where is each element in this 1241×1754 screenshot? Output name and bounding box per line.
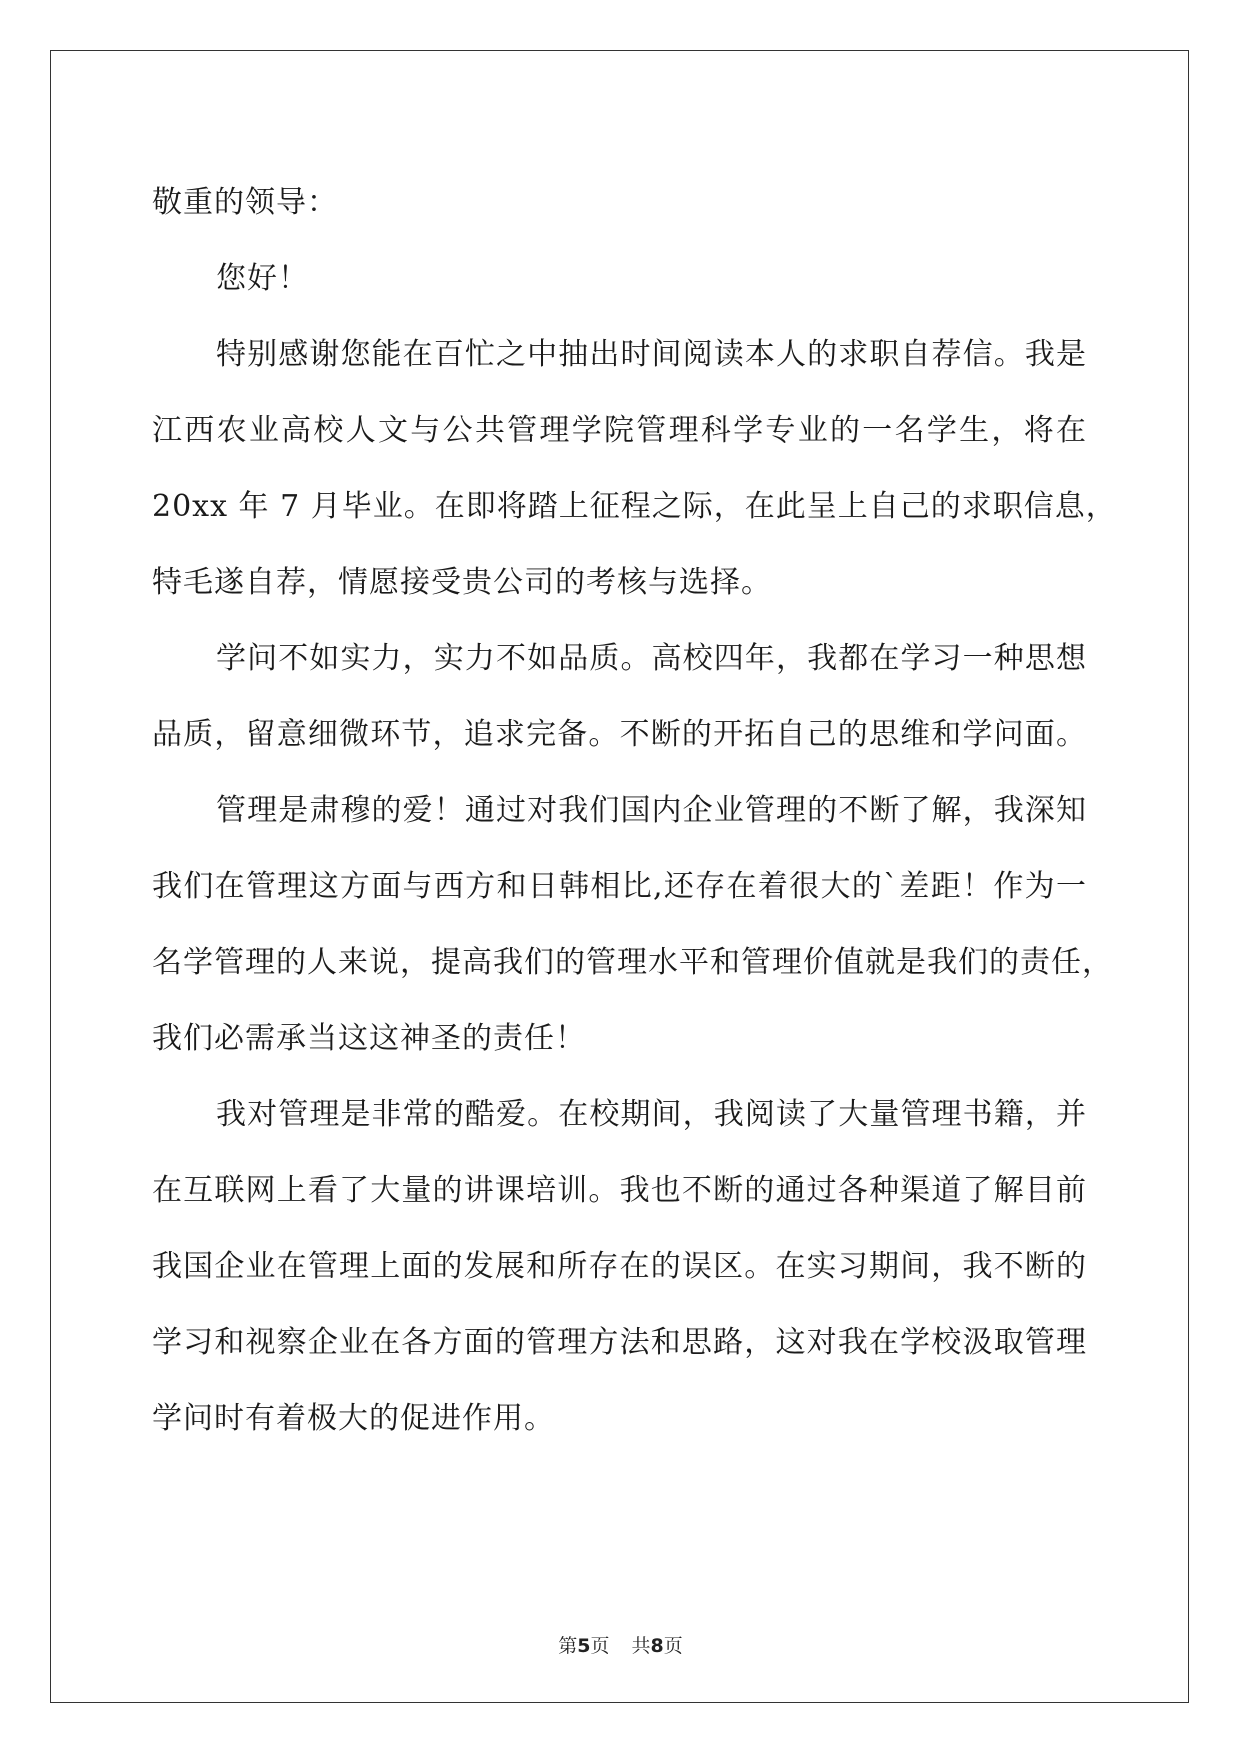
text-line: 学问时有着极大的促进作用。 bbox=[152, 1401, 555, 1436]
text-line: 管理是肃穆的爱！通过对我们国内企业管理的不断了解，我深知 bbox=[216, 793, 1087, 828]
text-line: 我们在管理这方面与西方和日韩相比,还存在着很大的`差距！作为一 bbox=[152, 869, 1087, 904]
text-line: 学习和视察企业在各方面的管理方法和思路，这对我在学校汲取管理 bbox=[152, 1325, 1087, 1360]
text-line: 品质，留意细微环节，追求完备。不断的开拓自己的思维和学问面。 bbox=[152, 717, 1087, 752]
page-suffix: 页 bbox=[590, 1635, 610, 1657]
total-suffix: 页 bbox=[663, 1635, 683, 1657]
current-page-number: 5 bbox=[577, 1635, 591, 1657]
text-line: 学问不如实力，实力不如品质。高校四年，我都在学习一种思想 bbox=[216, 641, 1087, 676]
text-line: 20xx 年 7 月毕业。在即将踏上征程之际，在此呈上自己的求职信息， bbox=[152, 489, 1117, 524]
text-line: 我国企业在管理上面的发展和所存在的误区。在实习期间，我不断的 bbox=[152, 1249, 1087, 1284]
text-line: 在互联网上看了大量的讲课培训。我也不断的通过各种渠道了解目前 bbox=[152, 1173, 1087, 1208]
text-line: 您好！ bbox=[216, 261, 309, 296]
total-page-number: 8 bbox=[650, 1635, 664, 1657]
text-line: 特别感谢您能在百忙之中抽出时间阅读本人的求职自荐信。我是 bbox=[216, 337, 1087, 372]
page-footer bbox=[0, 1631, 1241, 1658]
page-prefix: 第 bbox=[558, 1635, 578, 1657]
text-line: 我对管理是非常的酷爱。在校期间，我阅读了大量管理书籍，并 bbox=[216, 1097, 1087, 1132]
text-line: 名学管理的人来说，提高我们的管理水平和管理价值就是我们的责任， bbox=[152, 945, 1113, 980]
letter-body bbox=[152, 165, 1117, 1457]
text-line: 特毛遂自荐，情愿接受贵公司的考核与选择。 bbox=[152, 565, 772, 600]
total-prefix: 共 bbox=[631, 1635, 651, 1657]
greeting-line: 敬重的领导： bbox=[152, 185, 338, 220]
text-line: 我们必需承当这这神圣的责任！ bbox=[152, 1021, 586, 1056]
text-line: 江西农业高校人文与公共管理学院管理科学专业的一名学生，将在 bbox=[152, 413, 1087, 448]
